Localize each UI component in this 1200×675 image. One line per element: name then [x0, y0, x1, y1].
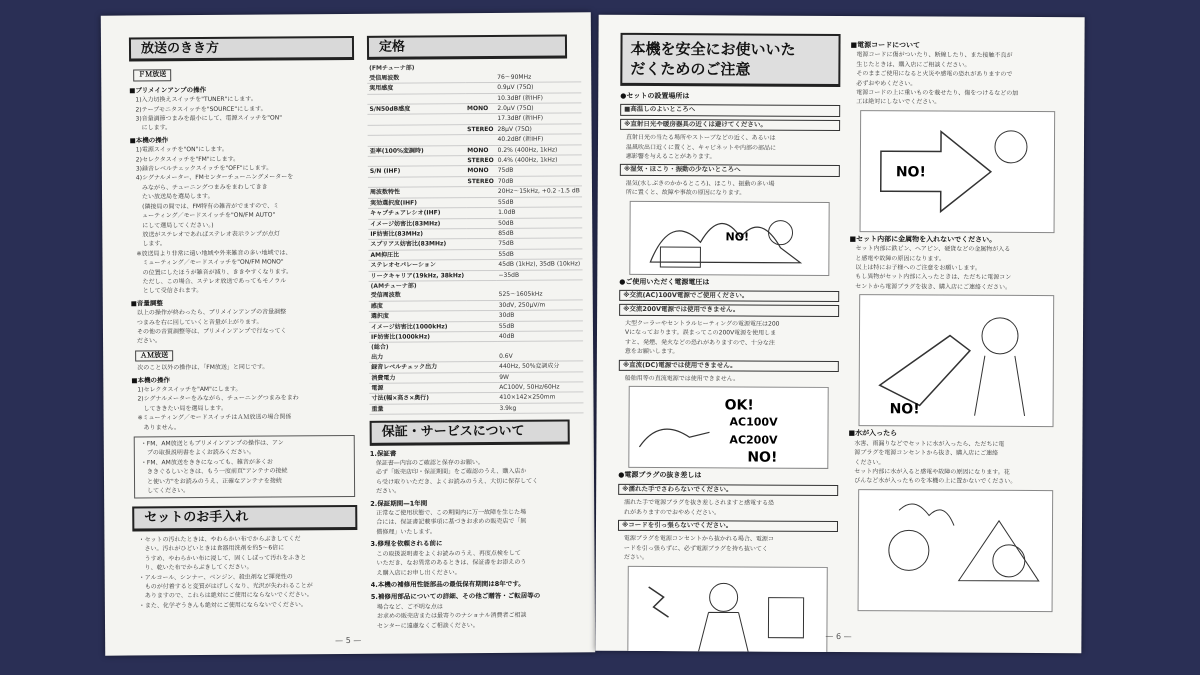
- text-line: 2)テープモニタスイッチを"SOURCE"にします。: [135, 105, 267, 114]
- spec-value: 28μV (75Ω): [495, 124, 581, 135]
- text-line: たい放送局を選局します。: [136, 193, 214, 201]
- caution-line: 湿気(水しぶきのかかるところ)、ほこり、振動の多い場: [625, 179, 775, 188]
- plug-items: [618, 484, 838, 564]
- text-line: ・FM、AM放送をききになっても、雑音が多くお: [140, 458, 273, 467]
- section-title-teire: セットのお手入れ: [132, 505, 357, 531]
- spec-mode: [467, 362, 497, 373]
- spec-mode: [467, 331, 497, 342]
- spec-mode: MONO: [465, 166, 495, 177]
- text-line: ・FM、AM放送ともプリメインアンプの操作は、アン: [140, 439, 284, 448]
- spec-value: 75dB: [496, 238, 582, 249]
- caution-line: ださい。: [623, 554, 648, 562]
- caution-line: ードを引っ張らずに、必ず電源プラグを持ち抜いてく: [623, 544, 768, 553]
- hosho-item-line: お求めの販売店または最寄りのナショナル消費者ご相談: [376, 611, 527, 620]
- spec-value: 17.3dBf (新IHF): [495, 113, 581, 124]
- text-line: ューティング／モードスイッチを"ON/FM AUTO": [136, 211, 276, 220]
- spec-key: 重量: [369, 403, 467, 414]
- caution-heading: ※直射日光や暖房器具の近くは避けてください。: [620, 119, 840, 132]
- illustration-ac-voltage: [628, 386, 828, 469]
- spec-mode: [466, 197, 496, 208]
- text-line: してください。: [141, 487, 190, 495]
- spec-mode: [467, 393, 497, 404]
- teire-lines: [132, 534, 358, 611]
- spec-value: −35dB: [496, 269, 582, 280]
- hosho-item-heading: 3.修理を依頼される前に: [370, 539, 443, 549]
- text-line: ・セットの汚れたときは、やわらかい布でからぶきしてくだ: [138, 535, 301, 544]
- am-lines: [131, 384, 356, 433]
- text-line: つまみを右に回していくと音量が上がります。: [136, 318, 263, 327]
- text-line: みながら、チューニングつまみをまわしてきき: [135, 183, 268, 192]
- text-line: 2)セレクタスイッチを"FM"にします。: [135, 155, 240, 164]
- safety-title: [620, 33, 840, 87]
- spec-value: 40dB: [497, 331, 583, 342]
- spec-key: [367, 93, 465, 104]
- spec-table: [367, 63, 583, 415]
- text-line: にして選局してください。): [136, 221, 214, 229]
- spec-value: 525～1605kHz: [497, 290, 583, 301]
- spec-key: [368, 125, 466, 136]
- hosho-item-line: 償修理」いたします。: [376, 528, 436, 536]
- caution-heading: ※濡れた手でさわらないでください。: [618, 484, 838, 497]
- spec-value: 0.9μV (75Ω): [495, 82, 581, 93]
- section-title-hosho: 保証・サービスについて: [370, 420, 570, 446]
- text-line: ださい。: [137, 337, 162, 345]
- text-line: セット内部に鉄ピン、ヘアピン、硬貨などの金属物が入る: [855, 245, 1011, 254]
- caution-heading: ※交流200V電源では使用できません。: [619, 304, 839, 317]
- caution-line: 船舶用等の直流電源では使用できません。: [624, 374, 740, 383]
- wet-hands-svg: [628, 566, 818, 653]
- hosho-item-line: 場合など、ご不明な点は: [376, 603, 443, 611]
- spec-mode: [467, 403, 497, 414]
- spec-key: スプリアス妨害比(83MHz): [368, 239, 466, 250]
- spec-key: 電源: [369, 383, 467, 394]
- spec-group-label: (AMチューナ部): [370, 282, 417, 290]
- illustration-wet-hands: [627, 565, 827, 653]
- ac200-label: AC200V: [729, 433, 778, 447]
- text-line: ミューティング／モードスイッチを"ON/FM MONO": [136, 258, 284, 267]
- spec-key: 周波数特性: [368, 187, 466, 198]
- text-line: ください。: [854, 458, 885, 466]
- spec-mode: [466, 290, 496, 300]
- text-line: さい。汚れがひどいときは食器用洗剤を約5～6倍に: [138, 544, 285, 553]
- spec-key: 寸法(幅×高さ×奥行): [369, 393, 467, 404]
- spec-key: [368, 177, 466, 188]
- hosho-item-line: 必ず「販売店印・保証期間」をご確認のうえ、購入店か: [375, 468, 527, 477]
- right-column-2: [848, 38, 1066, 615]
- ac-illustration-svg: [629, 387, 819, 468]
- spec-value: 410×142×250mm: [497, 392, 583, 403]
- spec-key: 選択度: [369, 311, 467, 322]
- spec-group-label: (総合): [371, 344, 389, 352]
- vol-lines: [131, 307, 356, 346]
- text-line: します。: [136, 240, 166, 248]
- no-label-cord: NO!: [895, 164, 926, 181]
- illustration-cord: [860, 110, 1056, 233]
- caution-line: れがありますのでおやめください。: [624, 508, 721, 516]
- text-line: にします。: [135, 124, 172, 132]
- spec-value: 75dB: [496, 165, 582, 176]
- spec-mode: [465, 114, 495, 125]
- spec-key: 受信周波数: [369, 291, 467, 302]
- text-line: 水害、雨漏りなどでセットに水が入ったら、ただちに電: [854, 439, 1005, 448]
- spec-mode: STEREO: [465, 124, 495, 135]
- spec-row: [369, 392, 583, 404]
- safety-title-line1: 本機を安全にお使いいた: [630, 39, 796, 59]
- metal-lines: [849, 244, 1064, 292]
- text-line: 電源コードの上に重いものを載せたり、傷をつけるなどの加: [856, 89, 1019, 97]
- spec-mode: STEREO: [465, 176, 495, 187]
- spec-mode: [466, 187, 496, 198]
- spec-mode: [465, 73, 495, 83]
- text-line: そのままご使用になると火災や感電の恐れがありますので: [856, 70, 1013, 79]
- spec-key: 実効選択度(IHF): [368, 197, 466, 208]
- hosho-item-line: この取扱説明書をよくお読みのうえ、再度点検をして: [376, 549, 521, 558]
- hosho-item-line: え購入店にお申し出ください。: [376, 568, 461, 577]
- text-line: プの取扱説明書をよくお読みください。: [140, 449, 255, 457]
- spec-mode: [466, 311, 496, 322]
- spec-mode: [465, 93, 495, 104]
- water-heading: ■水が入ったら: [848, 429, 898, 438]
- text-line: (隣接局の間では、FM特有の雑音がでますので、ミ: [136, 202, 279, 211]
- power-heading: ●ご使用いただく電源電圧は: [619, 277, 710, 286]
- plug-heading: ●電源プラグの抜き差しは: [618, 471, 702, 480]
- spec-value: 3.9kg: [497, 403, 583, 414]
- text-line: もし異物がセット内部に入ったときは、ただちに電源コン: [855, 273, 1012, 282]
- ac100-label: AC100V: [729, 415, 778, 429]
- left-column-2: [367, 34, 581, 630]
- spec-value: 40.2dBf (新IHF): [496, 134, 582, 145]
- cord-lines: [850, 50, 1065, 108]
- no-label-2: NO!: [747, 449, 778, 466]
- hosho-item-line: 保証書—内容のご確認と保存のお願い。: [375, 459, 484, 467]
- spec-group-label: (FMチューナ部): [369, 64, 415, 73]
- am-intro: 次のこと以外の操作は、「FM放送」と同じです。: [137, 363, 269, 372]
- text-line: 4)シグナルメーター、FMセンターチューニングメーターを: [135, 173, 294, 182]
- am-op-title: ■本機の操作: [131, 375, 170, 385]
- spec-key: [368, 156, 466, 167]
- spec-value: 45dB (1kHz), 35dB (10kHz): [496, 259, 582, 270]
- spec-key: [367, 114, 465, 125]
- spec-value: 0.2% (400Hz, 1kHz): [496, 145, 582, 156]
- spec-value: 50dB: [496, 217, 582, 228]
- spec-mode: [466, 228, 496, 239]
- spec-mode: [466, 249, 496, 260]
- spec-key: 出力: [369, 352, 467, 363]
- fire-illustration-svg: [630, 202, 820, 275]
- illustration-metal: [859, 294, 1055, 427]
- text-line: うすめ、やわらかい布に浸して、固くしぼって汚れをふきと: [138, 553, 307, 563]
- caution-line: すと、発煙、発火などの恐れがありますので、十分な注: [624, 338, 775, 347]
- text-line: ありますので、これらは絶対にご使用にならないでください。: [138, 591, 313, 600]
- text-line: 1)入力切換えスイッチを"TUNER"にします。: [135, 95, 257, 104]
- hosho-items: [370, 448, 571, 631]
- text-line: ただし、この場合、ステレオ放送であってもモノラル: [136, 277, 287, 286]
- caution-heading: ※直流(DC)電源では使用できません。: [619, 359, 839, 372]
- text-line: 1)セレクタスイッチを"AM"にします。: [137, 385, 242, 394]
- spec-value: 0.4% (400Hz, 1kHz): [496, 155, 582, 166]
- pre-lines: [129, 94, 354, 133]
- spec-key: IF妨害比(1000kHz): [369, 332, 467, 343]
- text-line: り、乾いた布でからぶきしてください。: [138, 563, 253, 572]
- no-label-1: NO!: [725, 230, 750, 244]
- spec-key: [368, 135, 466, 146]
- spec-value: 55dB: [497, 320, 583, 331]
- hosho-item-line: 合には、保証書記載事項に基づきお求めの販売店で「無: [376, 518, 527, 527]
- ok-label: OK!: [724, 397, 754, 414]
- text-line: 源プラグを電源コンセントから抜き、購入店にご連絡: [854, 449, 999, 457]
- caution-line: 悪影響を与えることがあります。: [625, 152, 716, 161]
- hosho-item-line: ら受け取りいただき、よくお読みのうえ、大切に保存してく: [376, 477, 539, 486]
- spec-mode: [466, 218, 496, 229]
- notes-box: [134, 435, 355, 499]
- page-number-left: — 5 —: [335, 635, 362, 646]
- caution-line: 濡れた手で電源プラグを抜き差しされますと感電する恐: [624, 498, 775, 507]
- cord-illustration-svg: [861, 111, 1052, 232]
- text-line: の位置にしたほうが雑音が減り、ききやすくなります。: [136, 267, 293, 277]
- caution-heading: ※湿気・ほこり・振動の少ないところへ: [620, 164, 840, 177]
- hosho-item-line: センターに遠慮なくご相談ください。: [377, 621, 479, 630]
- cord-heading: ■電源コードについて: [850, 41, 921, 50]
- spec-value: 70dB: [496, 176, 582, 187]
- text-line: ※放送局より非常に遠い地域や外来雑音の多い地域では、: [136, 249, 292, 258]
- spec-row: [368, 155, 582, 167]
- left-column-1: [129, 36, 358, 611]
- spec-row: [368, 259, 582, 271]
- spec-value: 1.0dB: [496, 207, 582, 218]
- water-illustration-svg: [859, 490, 1050, 611]
- hosho-item-line: 正常なご使用状態で、この期間内に万一故障を生じた場: [376, 508, 527, 517]
- hosho-item-line: ださい。: [376, 487, 401, 496]
- spec-key: 実用感度: [367, 83, 465, 94]
- caution-line: 大型クーラーやセントラルヒーティングの電源電圧は200: [625, 319, 780, 328]
- text-line: ありません。: [137, 423, 181, 432]
- illustration-water: [858, 489, 1054, 612]
- spec-mode: [467, 372, 497, 383]
- spec-mode: [467, 382, 497, 393]
- text-line: ・また、化学ぞうきんも絶対にご使用にならないでください。: [138, 601, 307, 610]
- vol-title: ■音量調整: [130, 299, 163, 308]
- am-label: ＡＭ放送: [135, 350, 173, 362]
- spec-mode: [465, 135, 495, 146]
- caution-line: 温風吹出口近くに置くと、キャビネットや内部の部品に: [625, 143, 777, 152]
- spec-value: 10.3dBf (新IHF): [495, 92, 581, 103]
- pre-title: ■プリメインアンプの操作: [129, 85, 207, 95]
- text-line: セット内部に水が入ると感電や故障の原因になります。花: [854, 467, 1010, 476]
- water-lines: [848, 439, 1063, 487]
- spec-row: [368, 186, 582, 198]
- spec-key: ステレオセパレーション: [368, 260, 466, 271]
- op-title: ■本機の操作: [129, 136, 169, 145]
- text-line: 工は絶対にしないでください。: [856, 98, 941, 106]
- spec-mode: [466, 260, 496, 271]
- spec-mode: [466, 270, 496, 281]
- spec-key: AM抑圧比: [368, 249, 466, 260]
- text-line: と使い方"をお読みのうえ、正確なアンテナを接続: [141, 477, 282, 486]
- text-line: 3)録音レベルチェックスイッチを"OFF"にします。: [135, 164, 273, 173]
- text-line: 生じたときは、購入店にご相談ください。: [856, 60, 971, 69]
- text-line: その他の音質調整等は、プリメインアンプで行なってく: [136, 327, 287, 336]
- spec-key: イメージ妨害比(1000kHz): [369, 321, 467, 332]
- text-line: びんなど水が入ったものを本機の上に置かないでください。: [854, 477, 1017, 486]
- spec-row: [369, 361, 583, 373]
- spec-mode: [466, 321, 496, 332]
- text-line: 2)シグナルメーターをみながら、チューニングつまみをまわ: [137, 394, 299, 403]
- left-page: [101, 12, 595, 655]
- spec-mode: [466, 208, 496, 219]
- hosho-item-line: いただき、なお異常のあるときは、保証書をお添えのう: [376, 558, 527, 567]
- spec-mode: MONO: [465, 145, 495, 156]
- text-line: してききたい局を選局します。: [137, 404, 228, 413]
- spec-key: リークキャリア(19kHz, 38kHz): [369, 270, 467, 281]
- text-line: 以上は特にお子様へのご注意をお願いします。: [855, 264, 981, 272]
- spec-mode: MONO: [465, 103, 495, 114]
- spec-key: S/N50dB感度: [367, 104, 465, 115]
- spec-mode: STEREO: [465, 156, 495, 167]
- page-number-right: — 6 —: [825, 631, 852, 642]
- caution-line: 電源プラグを電源コンセントから抜かれる場合、電源コ: [623, 535, 774, 544]
- caution-heading: ■高温しのよいところへ: [620, 104, 840, 117]
- spec-value: 20Hz～15kHz, +0.2 -1.5 dB: [496, 186, 582, 197]
- section-title-hoso: 放送のきき方: [129, 36, 354, 62]
- spec-key: 消費電力: [369, 372, 467, 383]
- spec-key: 受信周波数: [367, 73, 465, 84]
- spec-value: 30dB: [497, 310, 583, 321]
- hosho-item-heading: 5.補修用部品についての詳細、その他ご贈答・ご転居等の: [370, 591, 541, 602]
- spec-value: 0.6V: [497, 351, 583, 362]
- text-line: 必ずおやめください。: [856, 79, 917, 88]
- spec-key: S/N (IHF): [368, 166, 466, 177]
- text-line: 放送がステレオであればステレオ表示ランプが点灯: [136, 230, 280, 239]
- text-line: 以上の操作が終わったら、プリメインアンプの音量調整: [136, 308, 287, 317]
- spec-row: [369, 382, 583, 394]
- spec-row: [368, 145, 582, 157]
- text-line: ものが付着すると変質がはげしくなり、光沢が失われることが: [138, 582, 313, 591]
- hosho-item-heading: 1.保証書: [369, 449, 397, 458]
- spec-row: [369, 403, 583, 415]
- caution-heading: ※コードを引っ張らないでください。: [618, 520, 838, 533]
- spec-key: 録音レベルチェック出力: [369, 362, 467, 373]
- spec-key: イメージ妨害比(83MHz): [368, 218, 466, 229]
- illustration-fire-no: [629, 201, 829, 276]
- right-page: [595, 15, 1084, 654]
- text-line: 電源コードに傷がついたり、断線したり、また接触不良が: [856, 51, 1013, 60]
- spec-mode: [467, 352, 497, 362]
- spec-value: 76～90MHz: [495, 72, 581, 83]
- caution-heading: ※交流(AC)100V電源でご使用ください。: [619, 290, 839, 303]
- text-line: ※ミューティング／モードスイッチはＡＭ放送の場合関係: [137, 413, 292, 422]
- spec-value: 9W: [497, 371, 583, 382]
- text-line: セントから電源プラグを抜き、購入店にご連絡ください。: [855, 282, 1012, 291]
- spec-value: 55dB: [496, 197, 582, 208]
- text-line: ききぐるしいときは、もう一度前頁"アンテナの接続: [140, 467, 288, 476]
- text-line: 3)音量調節つまみを最小にして、電源スイッチを"ON": [135, 114, 283, 123]
- spec-value: 2.0μV (75Ω): [495, 103, 581, 114]
- spec-key: 感度: [369, 300, 467, 311]
- hosho-item-heading: 2.保証期間—1年間: [370, 499, 428, 508]
- caution-line: 所に置くと、故障や事故の原因になります。: [625, 189, 746, 197]
- spec-key: IF妨害比(83MHz): [368, 229, 466, 240]
- spec-mode: [465, 83, 495, 94]
- hosho-item-heading: 4.本機の補修用性能部品の最低保有期間は8年です。: [370, 579, 525, 589]
- power-items: [619, 290, 839, 384]
- spec-value: 440Hz, 50%変調成分: [497, 361, 583, 372]
- spec-value: 30dV, 250μV/m: [497, 300, 583, 311]
- text-line: と感電や故障の原因になります。: [855, 254, 945, 263]
- spec-mode: [466, 300, 496, 311]
- section-title-teikaku: 定格: [367, 34, 567, 60]
- text-line: 1)電源スイッチを"ON"にします。: [135, 146, 228, 154]
- caution-line: Vになっております。誤まってこの200V電源を使用しま: [624, 329, 777, 337]
- setting-heading: ●セットの設置場所は: [620, 91, 690, 101]
- right-column-1: [617, 33, 840, 653]
- metal-illustration-svg: [860, 295, 1051, 426]
- text-line: として受信されます。: [136, 287, 203, 295]
- fm-label: ＦＭ放送: [133, 70, 171, 82]
- spec-mode: [466, 239, 496, 250]
- caution-line: 意をお願いします。: [624, 347, 679, 356]
- no-label-metal: NO!: [889, 401, 920, 418]
- caution-line: 直射日光の当たる場所やストーブなどの近く、あるいは: [626, 134, 776, 142]
- spec-key: キャプチュアレシオ(IHF): [368, 208, 466, 219]
- setting-items: [620, 104, 840, 198]
- op-lines: [130, 144, 356, 296]
- metal-heading: ■セット内部に金属物を入れないでください。: [849, 234, 997, 244]
- safety-title-line2: だくためのご注意: [630, 59, 751, 79]
- text-line: ・アルコール、シンナー、ベンジン、殺虫剤など揮発性の: [138, 572, 293, 581]
- spec-value: 55dB: [496, 249, 582, 260]
- spec-key: 歪率(100%変調時): [368, 145, 466, 156]
- spec-value: 85dB: [496, 228, 582, 239]
- spec-value: AC100V, 50Hz/60Hz: [497, 382, 583, 393]
